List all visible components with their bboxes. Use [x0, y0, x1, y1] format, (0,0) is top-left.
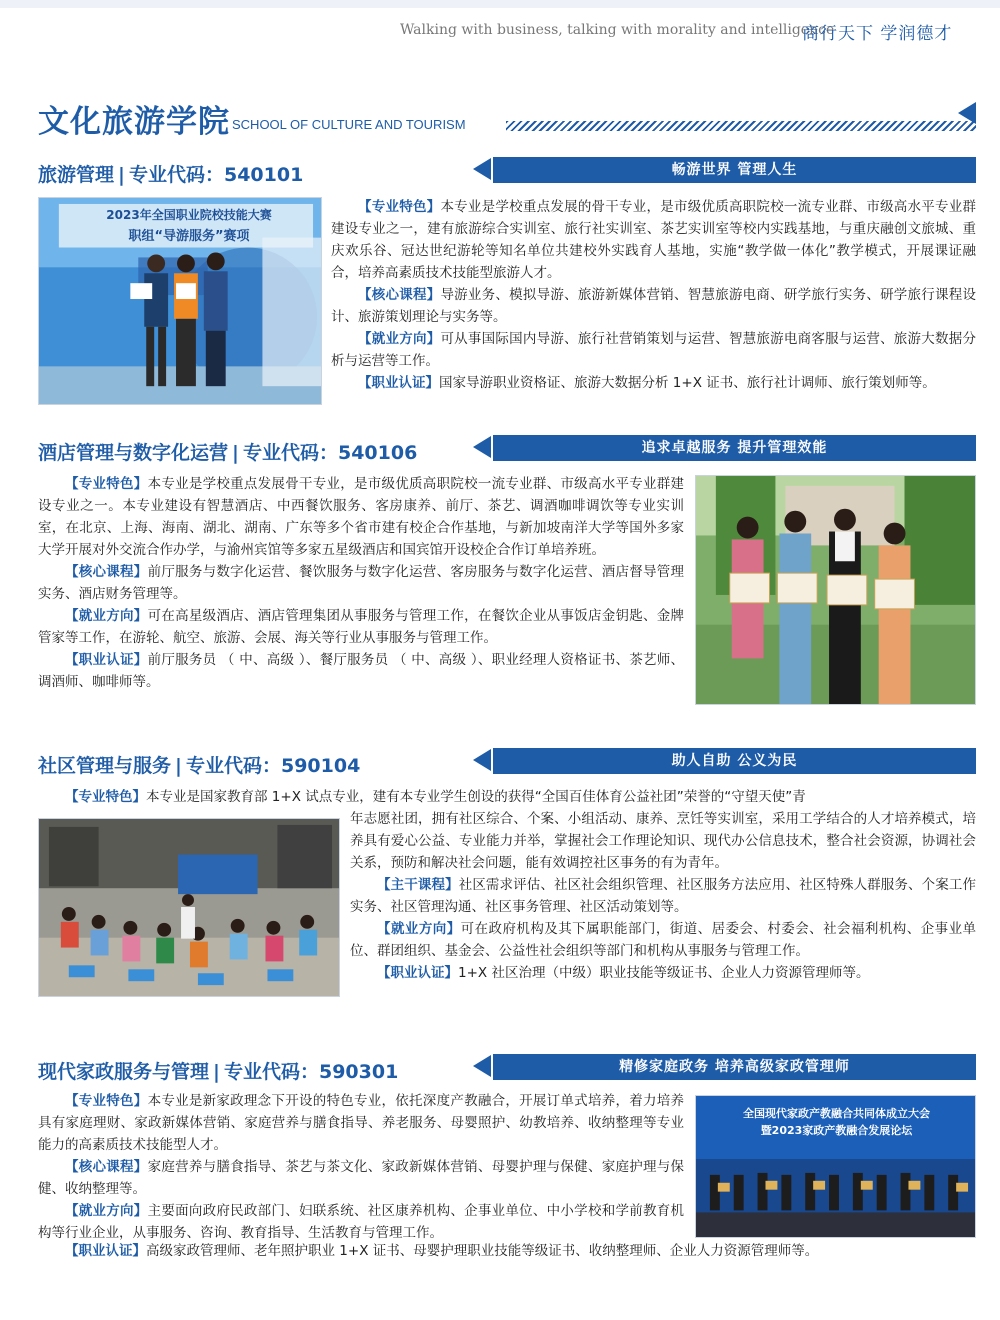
cert-text: 国家导游职业资格证、旅游大数据分析 1+X 证书、旅行社计调师、旅行策划师等。	[439, 375, 936, 391]
career-text: 可在高星级酒店、酒店管理集团从事服务与管理工作，在餐饮企业从事饭店金钥匙、金牌管家等工作，在游轮、航空、旅游、会展、海关等行业从事服务与管理工作。	[38, 608, 685, 646]
page-header	[0, 0, 1000, 64]
main-course-label: 【主干课程】	[377, 877, 459, 893]
header-edge	[0, 0, 1000, 8]
main-course-paragraph	[350, 874, 976, 918]
career-text: 可在政府机构及其下属职能部门，街道、居委会、村委会、社会福利机构、企事业单位、群团组织、基金会、公益性社会组织等部门和机构从事服务与管理工作。	[350, 921, 977, 959]
career-label: 【就业方向】	[358, 331, 441, 347]
banner-triangle-icon	[473, 158, 491, 180]
cert-label: 【职业认证】	[65, 652, 148, 668]
cert-label: 【职业认证】	[358, 375, 439, 391]
photo-hotel-award	[695, 475, 976, 705]
title-separator: |	[232, 442, 239, 464]
core-paragraph	[38, 561, 684, 605]
major-code: 专业代码：540101	[128, 164, 304, 186]
career-label: 【就业方向】	[377, 921, 461, 937]
slogan-banner: 精修家庭政务 培养高级家政管理师	[493, 1054, 976, 1080]
feature-text: 本专业是学校重点发展的骨干专业，是市级优质高职院校一流专业群、市级高水平专业群建设专业之一，建有旅游综合实训室、旅行社实训室、茶艺实训室等校内实践基地，与重庆融创文旅城、重庆欢乐谷、冠达世纪游轮等知名单位共建校外实践育人基地，实施“教学做一体化”教学模式，开展课证融合，培养高素质技术技能型旅游人才。	[331, 199, 977, 281]
feature-text-continued: 年志愿社团，拥有社区综合、个案、小组活动、康养、烹饪等实训室，采用工学结合的人才培养模式，培养具有爱心公益、专业能力并举，掌握社会工作理论知识、现代办公信息技术，整合社会资源，协调社会关系，预防和解决社会问题，能有效调控社区事务的有为青年。	[350, 811, 976, 871]
cert-paragraph	[350, 962, 976, 984]
section-title-hotel	[38, 438, 417, 465]
cert-paragraph	[38, 1240, 976, 1262]
motto-chinese: 商行天下 学润德才	[802, 24, 953, 44]
photo-caption-line2: 职组“导游服务”赛项	[128, 229, 250, 244]
feature-label: 【专业特色】	[65, 1093, 148, 1109]
feature-paragraph-start	[38, 786, 976, 808]
photo-community-activity	[38, 818, 340, 997]
core-text: 导游业务、模拟导游、旅游新媒体营销、智慧旅游电商、研学旅行实务、研学旅行课程设计、旅游策划理论与实务等。	[331, 287, 977, 325]
career-label: 【就业方向】	[65, 608, 148, 624]
career-text: 主要面向政府民政部门、妇联系统、社区康养机构、企事业单位、中小学校和学前教育机构等行业企业，从事服务、咨询、教育指导、生活教育与管理工作。	[38, 1203, 685, 1241]
major-name: 旅游管理	[38, 164, 115, 186]
major-code: 专业代码：590301	[223, 1061, 399, 1083]
cert-text: 前厅服务员 （ 中、高级 ）、餐厅服务员 （ 中、高级 ）、职业经理人资格证书、茶艺师、调酒师、咖啡师等。	[38, 652, 684, 690]
hatch-divider	[506, 121, 976, 131]
section-title-tourism	[38, 160, 303, 187]
major-name: 酒店管理与数字化运营	[38, 442, 229, 464]
title-separator: |	[118, 164, 125, 186]
career-paragraph	[38, 1200, 684, 1244]
section-feature-line-community	[38, 786, 976, 808]
triangle-marker-icon	[958, 102, 976, 124]
major-name: 现代家政服务与管理	[38, 1061, 210, 1083]
school-subtitle: SCHOOL OF CULTURE AND TOURISM	[232, 117, 466, 132]
feature-paragraph	[331, 196, 976, 284]
core-label: 【核心课程】	[358, 287, 441, 303]
cert-text: 1+X 社区治理（中级）职业技能等级证书、企业人力资源管理师等。	[458, 965, 870, 981]
feature-label: 【专业特色】	[65, 476, 148, 492]
major-code: 专业代码：540106	[242, 442, 418, 464]
core-paragraph	[331, 284, 976, 328]
major-name: 社区管理与服务	[38, 755, 172, 777]
motto-english: Walking with business, talking with morality and intelligence	[400, 22, 835, 38]
section-title-community	[38, 751, 360, 778]
section-title-housekeeping	[38, 1057, 398, 1084]
cert-label: 【职业认证】	[65, 1243, 146, 1259]
career-label: 【就业方向】	[65, 1203, 148, 1219]
core-text: 前厅服务与数字化运营、餐饮服务与数字化运营、客房服务与数字化运营、酒店督导管理实务、酒店财务管理等。	[38, 564, 685, 602]
school-title: 文化旅游学院	[38, 104, 230, 140]
feature-text-start: 本专业是国家教育部 1+X 试点专业，建有本专业学生创设的获得“全国百佳体育公益社团”荣誉的“守望天使”青	[146, 789, 806, 805]
career-paragraph	[331, 328, 976, 372]
feature-text: 本专业是学校重点发展骨干专业，是市级优质高职院校一流专业群、市级高水平专业群建设专业之一。本专业建设有智慧酒店、中西餐饮服务、客房康养、前厅、茶艺、调酒咖啡调饮等专业实训室，在北京、上海、海南、湖北、湖南、广东等多个省市建有校企合作基地，与新加坡南洋大学等国外多家大学开展对外交流合作办学，与渝州宾馆等多家五星级酒店和国宾馆开设校企合作订单培养班。	[38, 476, 685, 558]
major-code: 专业代码：590104	[185, 755, 361, 777]
title-separator: |	[213, 1061, 220, 1083]
feature-label: 【专业特色】	[358, 199, 441, 215]
career-paragraph	[38, 605, 684, 649]
career-paragraph	[350, 918, 976, 962]
photo-tourism-competition	[38, 197, 322, 405]
feature-paragraph	[38, 473, 684, 561]
banner-triangle-icon	[473, 749, 491, 771]
slogan-banner: 畅游世界 管理人生	[493, 157, 976, 183]
career-text: 可从事国际国内导游、旅行社营销策划与运营、智慧旅游电商客服与运营、旅游大数据分析与运营等工作。	[331, 331, 977, 369]
slogan-banner: 追求卓越服务 提升管理效能	[493, 435, 976, 461]
core-label: 【核心课程】	[65, 564, 148, 580]
cert-paragraph	[331, 372, 976, 394]
feature-label: 【专业特色】	[65, 789, 146, 805]
title-separator: |	[175, 755, 182, 777]
section-body-community	[350, 808, 976, 984]
photo-caption-line1: 全国现代家政产教融合共同体成立大会	[743, 1107, 930, 1120]
feature-text: 本专业是新家政理念下开设的特色专业，依托深度产教融合，开展订单式培养，着力培养具有家庭理财、家政新媒体营销、家庭营养与膳食指导、养老服务、母婴照护、幼教培养、收纳整理等专业能力的高素质技术技能型人才。	[38, 1093, 685, 1153]
banner-triangle-icon	[473, 436, 491, 458]
main-course-text: 社区需求评估、社区社会组织管理、社区服务方法应用、社区特殊人群服务、个案工作实务、社区管理沟通、社区事务管理、社区活动策划等。	[350, 877, 977, 915]
cert-paragraph	[38, 649, 684, 693]
banner-triangle-icon	[473, 1055, 491, 1077]
photo-caption-line1: 2023年全国职业院校技能大赛	[106, 208, 272, 222]
section-cert-housekeeping	[38, 1240, 976, 1262]
photo-caption-line2: 暨2023家政产教融合发展论坛	[760, 1124, 913, 1137]
slogan-banner: 助人自助 公义为民	[493, 748, 976, 774]
cert-label: 【职业认证】	[377, 965, 458, 981]
section-body-tourism	[331, 196, 976, 394]
photo-housekeeping-forum	[695, 1095, 976, 1238]
feature-paragraph	[38, 1090, 684, 1156]
section-body-hotel	[38, 473, 684, 693]
section-body-housekeeping	[38, 1090, 684, 1244]
core-paragraph	[38, 1156, 684, 1200]
cert-text: 高级家政管理师、老年照护职业 1+X 证书、母婴护理职业技能等级证书、收纳整理师、企业人力资源管理师等。	[146, 1243, 819, 1259]
core-label: 【核心课程】	[65, 1159, 148, 1175]
core-text: 家庭营养与膳食指导、茶艺与茶文化、家政新媒体营销、母婴护理与保健、家庭护理与保健、收纳整理等。	[38, 1159, 685, 1197]
